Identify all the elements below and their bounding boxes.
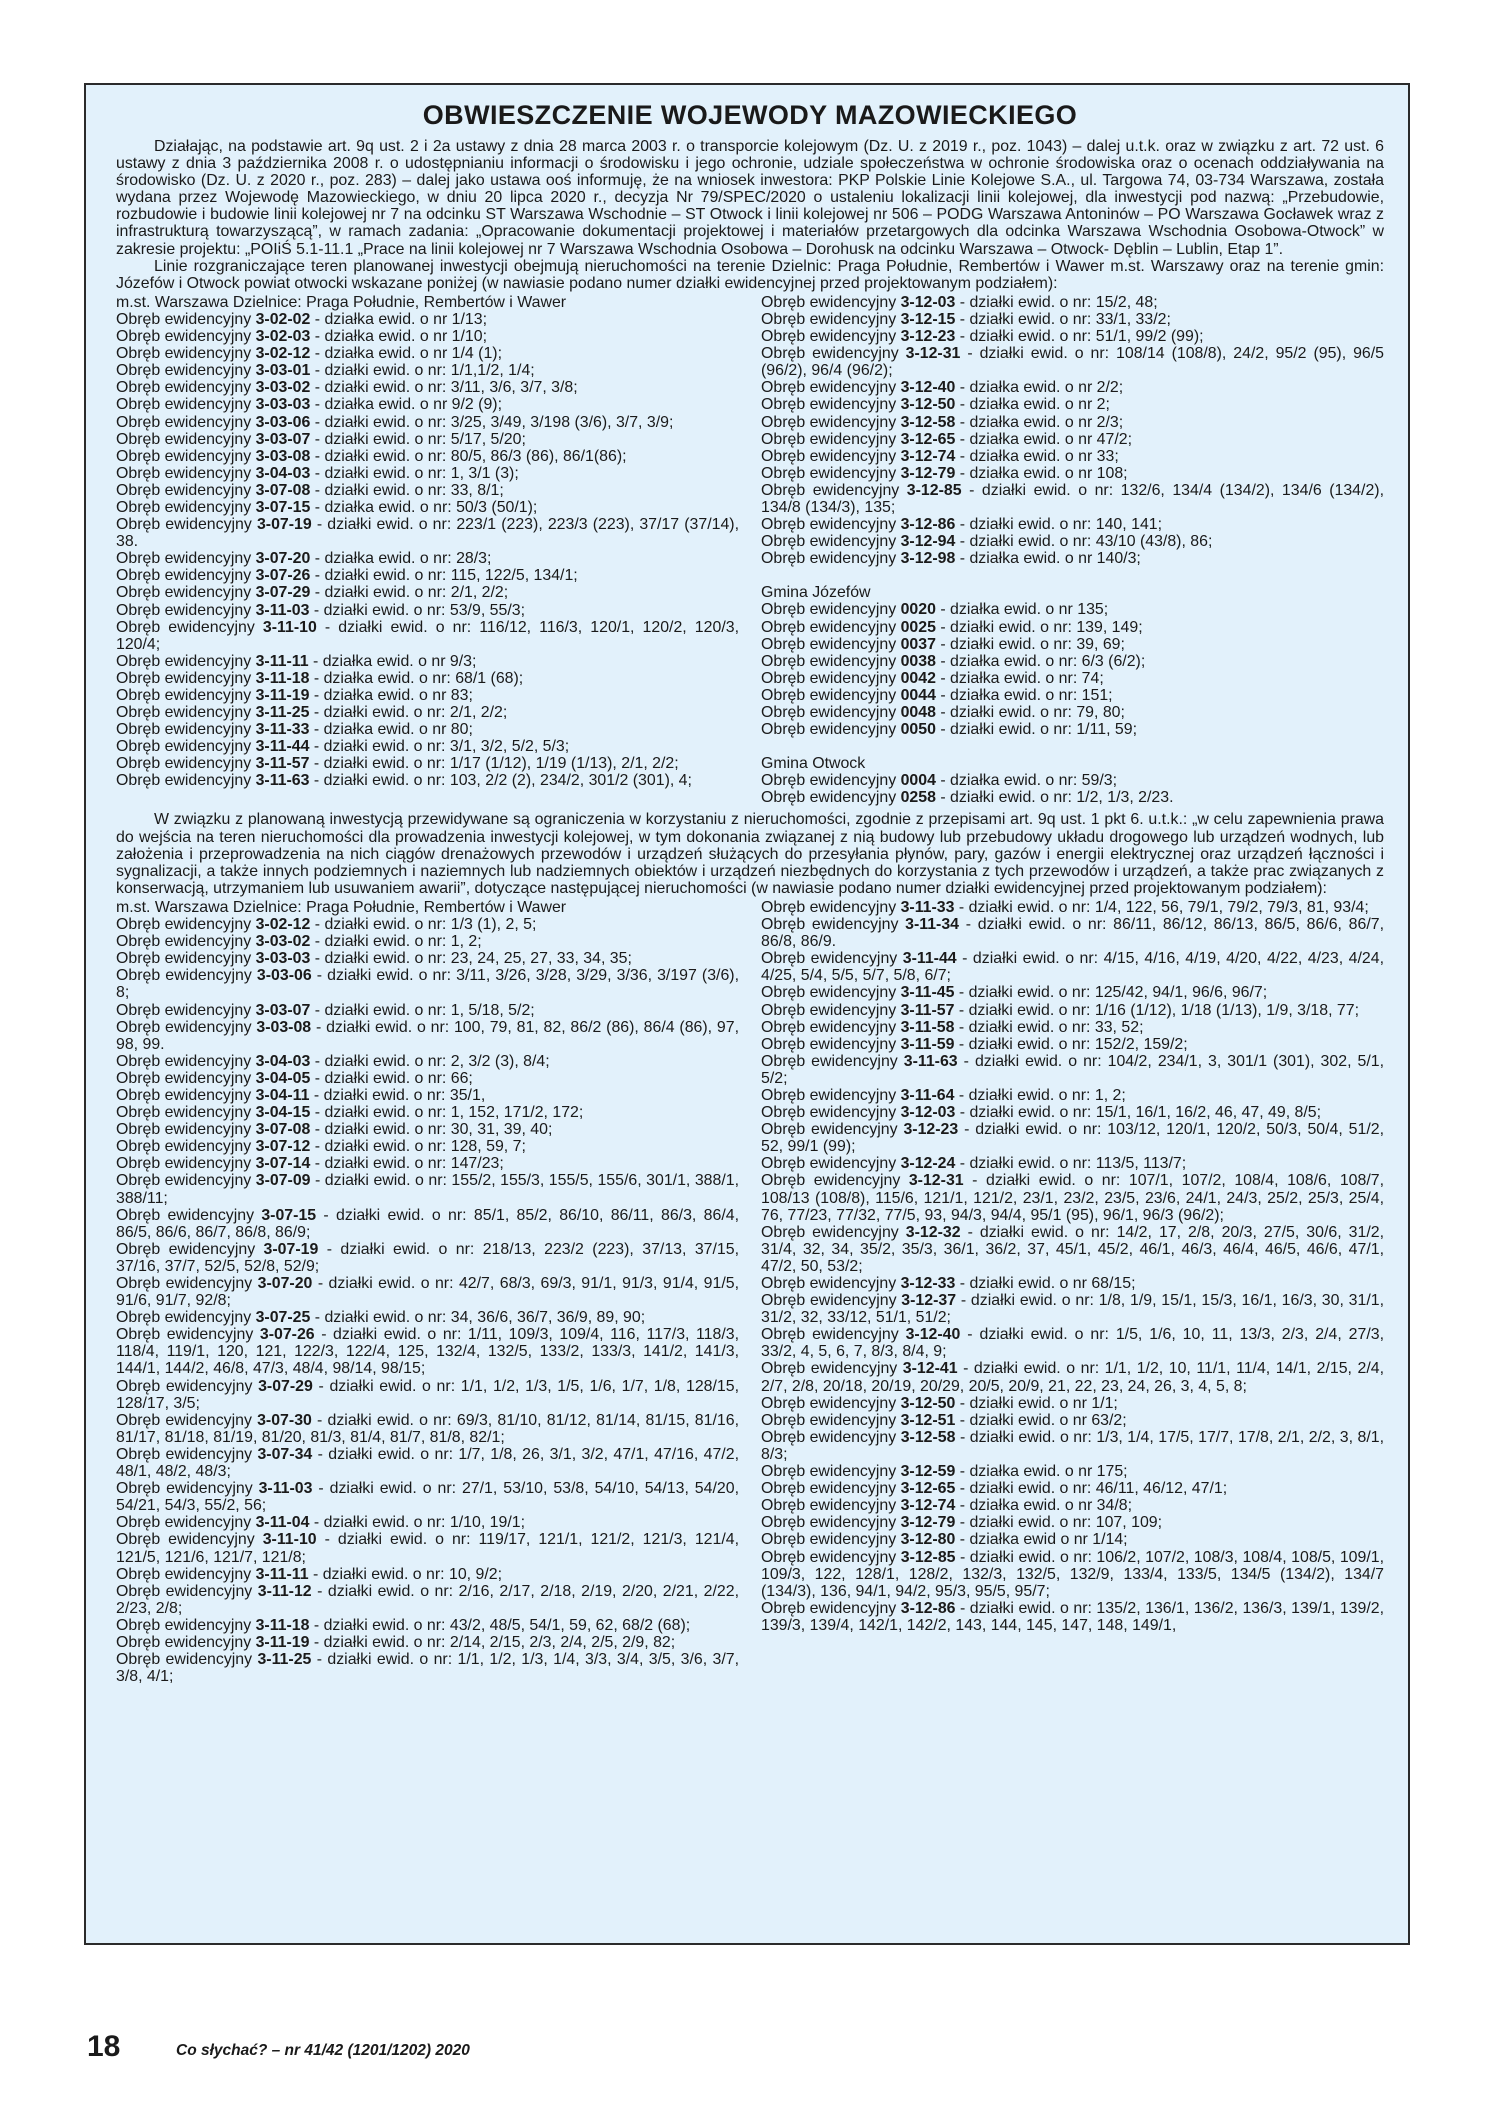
parcel-entry: Obręb ewidencyjny 3-11-11 - działka ewid. o nr 9/3; xyxy=(116,652,477,670)
precinct-number: 3-11-34 xyxy=(905,916,960,934)
parcel-entry: Obręb ewidencyjny 3-07-19 - działki ewid. o nr: 218/13, 223/2 (223), 37/13, 37/15, 37/16, 37/7, 52/5, 52/8, 52/9; xyxy=(116,1240,739,1275)
parcel-entry: Obręb ewidencyjny 3-07-08 - działki ewid. o nr: 33, 8/1; xyxy=(116,481,504,499)
precinct-number: 3-12-51 xyxy=(900,1411,956,1429)
parcel-entry: Obręb ewidencyjny 0025 - działki ewid. o nr: 139, 149; xyxy=(761,618,1143,636)
parcel-entry: Obręb ewidencyjny 3-07-26 - działki ewid. o nr: 1/11, 109/3, 109/4, 116, 117/3, 118/3, 118/4, 119/1, 120, 121, 122/3, 122/4, 125, 132/4, 132/5, 133/2, 133/3, 141/2, 141/3, 144/1, 144/2, 46/8, 47/3, 48/4, 98/14, 98/15; xyxy=(116,1326,740,1378)
parcel-list-section-2 xyxy=(116,899,1384,1685)
location-heading: m.st. Warszawa Dzielnice: Praga Południe, Rembertów i Wawer xyxy=(116,898,567,916)
parcel-entry: Obręb ewidencyjny 0048 - działki ewid. o nr: 79, 80; xyxy=(761,704,1125,721)
precinct-number: 3-12-24 xyxy=(900,1155,956,1173)
parcel-entry: Obręb ewidencyjny 3-11-59 - działki ewid. o nr: 152/2, 159/2; xyxy=(761,1035,1188,1053)
parcel-column-left xyxy=(116,294,739,807)
precinct-number: 3-07-26 xyxy=(259,1326,315,1344)
precinct-number: 3-12-50 xyxy=(900,1394,956,1412)
parcel-entry: Obręb ewidencyjny 3-04-05 - działki ewid. o nr: 66; xyxy=(116,1069,473,1087)
precinct-number: 0258 xyxy=(900,789,936,807)
precinct-number: 3-12-94 xyxy=(900,533,956,551)
location-heading: m.st. Warszawa Dzielnice: Praga Południe, Rembertów i Wawer xyxy=(116,293,567,311)
precinct-number: 3-11-25 xyxy=(255,704,310,722)
parcel-entry: Obręb ewidencyjny 0037 - działki ewid. o nr: 39, 69; xyxy=(761,635,1125,653)
parcel-entry: Obręb ewidencyjny 3-11-19 - działki ewid. o nr: 2/14, 2/15, 2/3, 2/4, 2/5, 2/9, 82; xyxy=(116,1633,676,1651)
publication-info: Co słychać? – nr 41/42 (1201/1202) 2020 xyxy=(176,2042,470,2059)
parcel-entry: Obręb ewidencyjny 3-04-03 - działki ewid. o nr: 1, 3/1 (3); xyxy=(116,464,519,482)
precinct-number: 3-12-58 xyxy=(900,1428,956,1446)
list-gap xyxy=(761,567,1384,584)
parcel-entry: Obręb ewidencyjny 3-11-25 - działki ewid. o nr: 1/1, 1/2, 1/3, 1/4, 3/3, 3/4, 3/5, 3/6, 3/7, 3/8, 4/1; xyxy=(116,1651,739,1686)
parcel-entry: Obręb ewidencyjny 3-11-44 - działki ewid. o nr: 4/15, 4/16, 4/19, 4/20, 4/22, 4/23, 4/24, 4/25, 5/4, 5/5, 5/7, 5/8, 6/7; xyxy=(761,950,1384,985)
parcel-entry: Obręb ewidencyjny 3-11-10 - działki ewid. o nr: 119/17, 121/1, 121/2, 121/3, 121/4, 121/5, 121/6, 121/7, 121/8; xyxy=(116,1531,740,1566)
precinct-number: 3-11-57 xyxy=(255,755,310,773)
parcel-entry: Obręb ewidencyjny 3-12-65 - działka ewid. o nr 47/2; xyxy=(761,430,1132,448)
precinct-number: 3-12-59 xyxy=(900,1463,956,1481)
parcel-entry: Obręb ewidencyjny 3-12-15 - działki ewid. o nr: 33/1, 33/2; xyxy=(761,310,1171,328)
precinct-number: 3-07-19 xyxy=(256,516,312,534)
precinct-number: 3-07-29 xyxy=(255,584,311,602)
parcel-entry: Obręb ewidencyjny 3-07-09 - działki ewid. o nr: 155/2, 155/3, 155/5, 155/6, 301/1, 388/1, 388/11; xyxy=(116,1172,740,1207)
parcel-entry: Obręb ewidencyjny 3-07-14 - działki ewid. o nr: 147/23; xyxy=(116,1155,504,1173)
precinct-number: 3-12-23 xyxy=(900,328,956,346)
parcel-entry: Obręb ewidencyjny 3-12-32 - działki ewid. o nr: 14/2, 17, 2/8, 20/3, 27/5, 30/6, 31/2, 31/4, 32, 34, 35/2, 35/3, 36/1, 36/2, 37, 45/1, 45/2, 46/1, 46/3, 46/4, 46/5, 46/6, 47/1, 47/2, 50, 53/2; xyxy=(761,1223,1384,1275)
parcel-entry: Obręb ewidencyjny 3-07-15 - działka ewid. o nr: 50/3 (50/1); xyxy=(116,498,538,516)
precinct-number: 3-03-02 xyxy=(255,379,311,397)
parcel-entry: Obręb ewidencyjny 3-11-64 - działki ewid. o nr: 1, 2; xyxy=(761,1086,1126,1104)
parcel-entry: Obręb ewidencyjny 3-12-31 - działki ewid. o nr: 107/1, 107/2, 108/4, 108/6, 108/7, 108/13 (108/8), 115/6, 121/1, 121/2, 23/1, 23/2, 23/5, 23/6, 24/1, 24/3, 25/2, 25/3, 25/4, 76, 77/23, 77/32, 77/5, 93, 94/3, 94/4, 95/1 (95), 96/1, 96/3 (96/2); xyxy=(761,1172,1384,1224)
precinct-number: 3-12-37 xyxy=(901,1292,957,1310)
precinct-number: 3-07-09 xyxy=(255,1172,311,1190)
parcel-entry: Obręb ewidencyjny 3-03-08 - działki ewid. o nr: 100, 79, 81, 82, 86/2 (86), 86/4 (86), 97, 98, 99. xyxy=(116,1018,739,1053)
parcel-column-left xyxy=(116,899,739,1685)
precinct-number: 3-03-07 xyxy=(255,1001,311,1019)
parcel-entry: Obręb ewidencyjny 3-07-29 - działki ewid. o nr: 2/1, 2/2; xyxy=(116,584,509,602)
parcel-entry: Obręb ewidencyjny 0050 - działki ewid. o nr: 1/11, 59; xyxy=(761,721,1138,739)
precinct-number: 3-02-02 xyxy=(255,310,311,328)
precinct-number: 3-11-63 xyxy=(255,772,310,790)
parcel-entry: Obręb ewidencyjny 0038 - działka ewid. o nr: 6/3 (6/2); xyxy=(761,652,1146,670)
parcel-entry: Obręb ewidencyjny 3-12-40 - działka ewid. o nr 2/2; xyxy=(761,379,1124,397)
precinct-number: 3-11-25 xyxy=(257,1651,312,1669)
parcel-entry: Obręb ewidencyjny 3-11-03 - działki ewid. o nr: 27/1, 53/10, 53/8, 54/10, 54/13, 54/20, 54/21, 54/3, 55/2, 56; xyxy=(116,1480,739,1515)
precinct-number: 3-11-33 xyxy=(255,721,310,739)
parcel-entry: Obręb ewidencyjny 3-02-12 - działki ewid. o nr: 1/3 (1), 2, 5; xyxy=(116,916,537,934)
notice-box xyxy=(84,83,1410,1945)
parcel-entry: Obręb ewidencyjny 3-03-07 - działki ewid. o nr: 5/17, 5/20; xyxy=(116,430,526,448)
parcel-entry: Obręb ewidencyjny 3-12-50 - działka ewid. o nr 2; xyxy=(761,396,1110,414)
parcel-entry: Obręb ewidencyjny 3-12-23 - działki ewid. o nr: 51/1, 99/2 (99); xyxy=(761,328,1204,346)
precinct-number: 3-04-11 xyxy=(255,1086,310,1104)
precinct-number: 3-12-41 xyxy=(902,1360,958,1378)
parcel-entry: Obręb ewidencyjny 3-11-33 - działki ewid. o nr: 1/4, 122, 56, 79/1, 79/2, 79/3, 81, 93/4; xyxy=(761,898,1369,916)
parcel-entry: Obręb ewidencyjny 3-03-01 - działki ewid. o nr: 1/1,1/2, 1/4; xyxy=(116,362,535,380)
parcel-entry: Obręb ewidencyjny 3-12-31 - działki ewid. o nr: 108/14 (108/8), 24/2, 95/2 (95), 96/5 (96/2), 96/4 (96/2); xyxy=(761,345,1384,380)
precinct-number: 3-12-80 xyxy=(900,1531,956,1549)
precinct-number: 3-12-85 xyxy=(906,481,962,499)
precinct-number: 3-04-05 xyxy=(255,1069,311,1087)
precinct-number: 3-11-44 xyxy=(255,738,310,756)
precinct-number: 3-12-50 xyxy=(900,396,956,414)
precinct-number: 0038 xyxy=(900,652,936,670)
parcel-entry: Obręb ewidencyjny 3-12-74 - działka ewid. o nr 34/8; xyxy=(761,1497,1132,1515)
parcel-entry: Obręb ewidencyjny 3-12-41 - działki ewid. o nr: 1/1, 1/2, 10, 11/1, 11/4, 14/1, 2/15, 2/4, 2/7, 2/8, 20/18, 20/19, 20/29, 20/5, 20/9, 21, 22, 23, 24, 26, 3, 4, 5, 8; xyxy=(761,1360,1385,1395)
parcel-entry: Obręb ewidencyjny 3-03-07 - działki ewid. o nr: 1, 5/18, 5/2; xyxy=(116,1001,535,1019)
parcel-entry: Obręb ewidencyjny 3-07-20 - działka ewid. o nr: 28/3; xyxy=(116,550,492,568)
parcel-entry: Obręb ewidencyjny 3-02-02 - działka ewid. o nr 1/13; xyxy=(116,310,487,328)
parcel-entry: Obręb ewidencyjny 3-07-29 - działki ewid. o nr: 1/1, 1/2, 1/3, 1/5, 1/6, 1/7, 1/8, 128/15, 128/17, 3/5; xyxy=(116,1377,739,1412)
parcel-entry: Obręb ewidencyjny 3-11-63 - działki ewid. o nr: 104/2, 234/1, 3, 301/1 (301), 302, 5/1, 5/2; xyxy=(761,1052,1384,1087)
precinct-number: 3-07-20 xyxy=(255,550,311,568)
precinct-number: 3-12-85 xyxy=(900,1548,956,1566)
parcel-entry: Obręb ewidencyjny 3-03-06 - działki ewid. o nr: 3/25, 3/49, 3/198 (3/6), 3/7, 3/9; xyxy=(116,413,674,431)
parcel-entry: Obręb ewidencyjny 3-07-15 - działki ewid. o nr: 85/1, 85/2, 86/10, 86/11, 86/3, 86/4, 86/5, 86/6, 86/7, 86/8, 86/9; xyxy=(116,1206,739,1241)
precinct-number: 3-12-86 xyxy=(900,516,956,534)
parcel-entry: Obręb ewidencyjny 3-12-80 - działka ewid o nr 1/14; xyxy=(761,1531,1128,1549)
precinct-number: 3-11-18 xyxy=(255,669,310,687)
parcel-entry: Obręb ewidencyjny 3-12-40 - działki ewid. o nr: 1/5, 1/6, 10, 11, 13/3, 2/3, 2/4, 27/3, 33/2, 4, 5, 6, 7, 8/3, 8/4, 9; xyxy=(761,1326,1384,1361)
parcel-entry: Obręb ewidencyjny 3-12-58 - działki ewid. o nr: 1/3, 1/4, 17/5, 17/7, 17/8, 2/1, 2/2, 3, 8/1, 8/3; xyxy=(761,1428,1384,1463)
parcel-entry: Obręb ewidencyjny 3-02-03 - działka ewid. o nr 1/10; xyxy=(116,328,487,346)
parcel-entry: Obręb ewidencyjny 3-12-03 - działki ewid. o nr: 15/1, 16/1, 16/2, 46, 47, 49, 8/5; xyxy=(761,1104,1322,1122)
parcel-entry: Obręb ewidencyjny 3-11-25 - działki ewid. o nr: 2/1, 2/2; xyxy=(116,704,508,722)
precinct-number: 3-12-40 xyxy=(905,1326,961,1344)
precinct-number: 3-11-45 xyxy=(900,984,955,1002)
precinct-number: 3-04-03 xyxy=(255,1052,311,1070)
precinct-number: 3-12-79 xyxy=(900,1514,956,1532)
precinct-number: 0044 xyxy=(900,686,936,704)
parcel-entry: Obręb ewidencyjny 3-12-98 - działka ewid. o nr 140/3; xyxy=(761,550,1141,568)
precinct-number: 3-03-02 xyxy=(255,933,311,951)
precinct-number: 3-07-26 xyxy=(255,567,311,585)
precinct-number: 3-12-98 xyxy=(900,550,956,568)
precinct-number: 3-11-03 xyxy=(258,1480,313,1498)
parcel-entry: Obręb ewidencyjny 3-12-94 - działki ewid. o nr: 43/10 (43/8), 86; xyxy=(761,533,1213,551)
precinct-number: 3-11-11 xyxy=(255,1565,309,1583)
precinct-number: 3-03-06 xyxy=(255,413,311,431)
precinct-number: 3-07-25 xyxy=(255,1309,311,1327)
precinct-number: 3-11-18 xyxy=(255,1616,310,1634)
parcel-entry: Obręb ewidencyjny 3-11-19 - działka ewid. o nr 83; xyxy=(116,687,473,704)
parcel-entry: Obręb ewidencyjny 3-02-12 - działka ewid. o nr 1/4 (1); xyxy=(116,345,502,363)
precinct-number: 3-03-01 xyxy=(255,362,311,380)
list-gap xyxy=(761,738,1384,755)
precinct-number: 3-03-06 xyxy=(256,967,312,985)
parcel-entry: Obręb ewidencyjny 3-12-03 - działki ewid. o nr: 15/2, 48; xyxy=(761,293,1158,311)
parcel-entry: Obręb ewidencyjny 3-07-12 - działki ewid. o nr: 128, 59, 7; xyxy=(116,1138,526,1156)
parcel-entry: Obręb ewidencyjny 3-03-02 - działki ewid. o nr: 1, 2; xyxy=(116,933,482,951)
parcel-entry: Obręb ewidencyjny 3-07-08 - działki ewid. o nr: 30, 31, 39, 40; xyxy=(116,1121,553,1139)
precinct-number: 3-11-12 xyxy=(257,1582,312,1600)
parcel-entry: Obręb ewidencyjny 3-11-58 - działki ewid. o nr: 33, 52; xyxy=(761,1018,1144,1036)
parcel-entry: Obręb ewidencyjny 3-12-33 - działki ewid. o nr 68/15; xyxy=(761,1275,1136,1292)
parcel-entry: Obręb ewidencyjny 3-12-37 - działki ewid. o nr: 1/8, 1/9, 15/1, 15/3, 16/1, 16/3, 30, 31/1, 31/2, 32, 33/12, 51/1, 51/2; xyxy=(761,1292,1384,1327)
precinct-number: 3-12-86 xyxy=(900,1599,956,1617)
parcel-entry: Obręb ewidencyjny 3-04-15 - działki ewid. o nr: 1, 152, 171/2, 172; xyxy=(116,1104,584,1122)
parcel-entry: Obręb ewidencyjny 3-12-50 - działki ewid. o nr 1/1; xyxy=(761,1394,1118,1412)
parcel-entry: Obręb ewidencyjny 3-12-58 - działka ewid. o nr 2/3; xyxy=(761,413,1124,431)
precinct-number: 3-03-07 xyxy=(255,430,311,448)
parcel-entry: Obręb ewidencyjny 3-07-26 - działki ewid. o nr: 115, 122/5, 134/1; xyxy=(116,567,578,585)
precinct-number: 3-11-64 xyxy=(900,1086,955,1104)
intro-paragraph-2: Linie rozgraniczające teren planowanej inwestycji obejmują nieruchomości na terenie Dzielnic: Praga Południe, Rembertów i Wawer m.st. Warszawy oraz na terenie gmin: Józefów i Otwock powiat otwocki wskazane poniżej (w nawiasie podano numer działki ewidencyjnej przed projektowanym podziałem): xyxy=(116,257,1384,292)
parcel-entry: Obręb ewidencyjny 3-11-04 - działki ewid. o nr: 1/10, 19/1; xyxy=(116,1514,525,1532)
precinct-number: 3-12-33 xyxy=(900,1275,956,1292)
precinct-number: 3-07-34 xyxy=(257,1445,313,1463)
parcel-entry: Obręb ewidencyjny 3-12-23 - działki ewid. o nr: 103/12, 120/1, 120/2, 50/3, 50/4, 51/2, 52, 99/1 (99); xyxy=(761,1121,1384,1156)
parcel-entry: Obręb ewidencyjny 3-03-03 - działki ewid. o nr: 23, 24, 25, 27, 33, 34, 35; xyxy=(116,950,632,968)
notice-title: OBWIESZCZENIE WOJEWODY MAZOWIECKIEGO xyxy=(422,100,1078,130)
parcel-entry: Obręb ewidencyjny 3-11-45 - działki ewid. o nr: 125/42, 94/1, 96/6, 96/7; xyxy=(761,984,1268,1002)
parcel-entry: Obręb ewidencyjny 3-11-57 - działki ewid. o nr: 1/17 (1/12), 1/19 (1/13), 2/1, 2/2; xyxy=(116,755,679,773)
precinct-number: 3-07-12 xyxy=(255,1138,311,1156)
parcel-entry: Obręb ewidencyjny 3-12-74 - działka ewid. o nr 33; xyxy=(761,447,1119,465)
parcel-entry: Obręb ewidencyjny 3-12-85 - działki ewid. o nr: 132/6, 134/4 (134/2), 134/6 (134/2), 134/8 (134/3), 135; xyxy=(761,481,1384,516)
precinct-number: 3-02-03 xyxy=(255,328,311,346)
parcel-entry: Obręb ewidencyjny 3-07-20 - działki ewid. o nr: 42/7, 68/3, 69/3, 91/1, 91/3, 91/4, 91/5, 91/6, 91/7, 92/8; xyxy=(116,1275,739,1310)
precinct-number: 3-11-58 xyxy=(900,1018,955,1036)
precinct-number: 3-07-30 xyxy=(257,1411,312,1429)
precinct-number: 3-12-65 xyxy=(900,430,956,448)
precinct-number: 3-07-15 xyxy=(255,498,311,516)
precinct-number: 3-11-44 xyxy=(902,950,957,968)
precinct-number: 3-12-03 xyxy=(900,293,956,311)
precinct-number: 3-03-03 xyxy=(255,950,311,968)
precinct-number: 3-03-03 xyxy=(255,396,311,414)
parcel-entry: Obręb ewidencyjny 3-07-30 - działki ewid. o nr: 69/3, 81/10, 81/12, 81/14, 81/15, 81/16, 81/17, 81/18, 81/19, 81/20, 81/3, 81/4, 81/7, 81/8, 82/1; xyxy=(116,1411,739,1446)
precinct-number: 3-11-03 xyxy=(255,601,310,619)
precinct-number: 0042 xyxy=(900,669,936,687)
precinct-number: 0048 xyxy=(900,704,936,721)
precinct-number: 3-12-15 xyxy=(900,310,956,328)
parcel-entry: Obręb ewidencyjny 3-04-03 - działki ewid. o nr: 2, 3/2 (3), 8/4; xyxy=(116,1052,550,1070)
parcel-entry: Obręb ewidencyjny 3-11-44 - działki ewid. o nr: 3/1, 3/2, 5/2, 5/3; xyxy=(116,738,570,756)
parcel-column-right xyxy=(761,294,1384,807)
parcel-entry: Obręb ewidencyjny 3-07-19 - działki ewid. o nr: 223/1 (223), 223/3 (223), 37/17 (37/14), 38. xyxy=(116,516,739,551)
parcel-entry: Obręb ewidencyjny 0044 - działka ewid. o nr: 151; xyxy=(761,686,1113,704)
precinct-number: 3-07-19 xyxy=(263,1240,319,1258)
restrictions-paragraph: W związku z planowaną inwestycją przewidywane są ograniczenia w korzystaniu z nieruchomości, zgodnie z przepisami art. 9q ust. 1 pkt 6. u.t.k.: „w celu zapewnienia prawa do wejścia na teren nieruchomości dla prowadzenia inwestycji kolejowej, w tym dokonania związanej z nią budowy lub przebudowy układu drogowego lub urządzeń wodnych, lub założenia i przeprowadzenia na nich ciągów drenażowych przewodów i urządzeń służących do przesyłania płynów, pary, gazów i energii elektrycznej oraz urządzeń łączności i sygnalizacji, a także innych podziemnych i naziemnych lub nadziemnych obiektów i urządzeń niezbędnych do korzystania z tych przewodów i urządzeń, a także prac związanych z konserwacją, utrzymaniem lub usuwaniem awarii”, dotyczące następującej nieruchomości (w nawiasie podano numer działki ewidencyjnej przed projektowanym podziałem): xyxy=(116,811,1384,897)
precinct-number: 3-07-14 xyxy=(255,1155,311,1173)
precinct-number: 3-03-08 xyxy=(256,1018,312,1036)
parcel-entry: Obręb ewidencyjny 3-11-11 - działki ewid. o nr: 10, 9/2; xyxy=(116,1565,503,1583)
location-heading: Gmina Józefów xyxy=(761,584,871,602)
precinct-number: 3-11-10 xyxy=(262,618,317,636)
parcel-entry: Obręb ewidencyjny 3-12-79 - działka ewid. o nr 108; xyxy=(761,464,1128,482)
parcel-column-right xyxy=(761,899,1384,1685)
precinct-number: 3-07-08 xyxy=(255,1121,311,1139)
precinct-number: 3-12-31 xyxy=(908,1172,964,1190)
precinct-number: 3-12-58 xyxy=(900,413,956,431)
parcel-entry: Obręb ewidencyjny 3-12-65 - działki ewid. o nr: 46/11, 46/12, 47/1; xyxy=(761,1480,1228,1498)
precinct-number: 3-02-12 xyxy=(255,345,311,363)
precinct-number: 3-04-15 xyxy=(255,1104,311,1122)
parcel-entry: Obręb ewidencyjny 3-12-86 - działki ewid. o nr: 140, 141; xyxy=(761,516,1163,534)
parcel-entry: Obręb ewidencyjny 3-11-57 - działki ewid. o nr: 1/16 (1/12), 1/18 (1/13), 1/9, 3/18, 77; xyxy=(761,1001,1360,1019)
precinct-number: 3-11-59 xyxy=(900,1035,955,1053)
parcel-entry: Obręb ewidencyjny 3-12-79 - działki ewid. o nr: 107, 109; xyxy=(761,1514,1163,1532)
precinct-number: 3-12-74 xyxy=(900,1497,956,1515)
parcel-entry: Obręb ewidencyjny 3-12-86 - działki ewid. o nr: 135/2, 136/1, 136/2, 136/3, 139/1, 139/2, 139/3, 139/4, 142/1, 142/2, 143, 144, 145, 147, 148, 149/1, xyxy=(761,1599,1385,1634)
parcel-entry: Obręb ewidencyjny 3-11-18 - działki ewid. o nr: 43/2, 48/5, 54/1, 59, 62, 68/2 (68); xyxy=(116,1616,691,1634)
precinct-number: 3-12-03 xyxy=(900,1104,956,1122)
precinct-number: 3-11-10 xyxy=(262,1531,317,1549)
parcel-entry: Obręb ewidencyjny 3-11-33 - działka ewid. o nr 80; xyxy=(116,721,473,739)
precinct-number: 3-07-08 xyxy=(255,481,311,499)
parcel-entry: Obręb ewidencyjny 3-11-03 - działki ewid. o nr: 53/9, 55/3; xyxy=(116,601,525,619)
precinct-number: 0025 xyxy=(900,618,936,636)
precinct-number: 3-12-31 xyxy=(905,345,961,363)
parcel-entry: Obręb ewidencyjny 3-11-10 - działki ewid. o nr: 116/12, 116/3, 120/1, 120/2, 120/3, 120/4; xyxy=(116,618,739,653)
precinct-number: 3-11-33 xyxy=(900,898,955,916)
precinct-number: 3-04-03 xyxy=(255,464,311,482)
parcel-entry: Obręb ewidencyjny 3-11-18 - działka ewid. o nr: 68/1 (68); xyxy=(116,669,524,687)
parcel-entry: Obręb ewidencyjny 3-11-63 - działki ewid. o nr: 103, 2/2 (2), 234/2, 301/2 (301), 4; xyxy=(116,772,692,790)
precinct-number: 3-12-79 xyxy=(900,464,956,482)
page-number: 18 xyxy=(87,2030,121,2063)
precinct-number: 3-11-11 xyxy=(255,652,309,670)
parcel-entry: Obręb ewidencyjny 3-12-24 - działki ewid. o nr: 113/5, 113/7; xyxy=(761,1155,1187,1173)
parcel-entry: Obręb ewidencyjny 0020 - działka ewid. o nr 135; xyxy=(761,601,1109,619)
intro-paragraph-1: Działając, na podstawie art. 9q ust. 2 i 2a ustawy z dnia 28 marca 2003 r. o transporcie kolejowym (Dz. U. z 2019 r., poz. 1043) – dalej u.t.k. oraz w związku z art. 72 ust. 6 ustawy z dnia 3 października 2008 r. o udostępnianiu informacji o środowisku i jego ochronie, udziale społeczeństwa w ochronie środowiska oraz o ocenach oddziaływania na środowisko (Dz. U. z 2020 r., poz. 283) – dalej jako ustawa ooś informuję, że na wniosek inwestora: PKP Polskie Linie Kolejowe S.A., ul. Targowa 74, 03-734 Warszawa, została wydana przez Wojewodę Mazowieckiego, w dniu 20 lipca 2020 r., decyzja Nr 79/SPEC/2020 o ustaleniu lokalizacji linii kolejowej, dla inwestycji pod nazwą: „Przebudowie, rozbudowie i budowie linii kolejowej nr 7 na odcinku ST Warszawa Wschodnie – ST Otwock i linii kolejowej nr 506 – PODG Warszawa Antoninów – PO Warszawa Gocławek wraz z infrastrukturą towarzyszącą”, w ramach zadania: „Opracowanie dokumentacji projektowej i materiałów przetargowych dla odcinka Warszawa Wschodnia Osobowa-Otwock” w zakresie projektu: „POIiŚ 5.1-11.1 „Prace na linii kolejowej nr 7 Warszawa Wschodnia Osobowa – Dorohusk na odcinku Warszawa – Otwock- Dęblin – Lublin, Etap 1”. xyxy=(116,138,1384,258)
parcel-entry: Obręb ewidencyjny 3-07-25 - działki ewid. o nr: 34, 36/6, 36/7, 36/9, 89, 90; xyxy=(116,1309,646,1327)
precinct-number: 3-12-65 xyxy=(900,1480,956,1498)
parcel-entry: Obręb ewidencyjny 0042 - działka ewid. o nr: 74; xyxy=(761,669,1104,687)
precinct-number: 3-02-12 xyxy=(255,916,311,934)
precinct-number: 3-12-40 xyxy=(900,379,956,397)
parcel-entry: Obręb ewidencyjny 3-03-02 - działki ewid. o nr: 3/11, 3/6, 3/7, 3/8; xyxy=(116,379,578,397)
precinct-number: 0004 xyxy=(900,772,936,790)
precinct-number: 3-12-23 xyxy=(903,1121,959,1139)
precinct-number: 3-11-57 xyxy=(900,1001,955,1019)
parcel-entry: Obręb ewidencyjny 3-12-51 - działki ewid. o nr 63/2; xyxy=(761,1411,1127,1429)
precinct-number: 3-11-04 xyxy=(255,1514,310,1532)
parcel-entry: Obręb ewidencyjny 0004 - działka ewid. o nr: 59/3; xyxy=(761,772,1117,790)
precinct-number: 3-07-20 xyxy=(257,1275,313,1292)
parcel-entry: Obręb ewidencyjny 0258 - działki ewid. o nr: 1/2, 1/3, 2/23. xyxy=(761,789,1174,807)
precinct-number: 0020 xyxy=(900,601,936,619)
precinct-number: 3-07-15 xyxy=(261,1206,317,1224)
parcel-entry: Obręb ewidencyjny 3-04-11 - działki ewid. o nr: 35/1, xyxy=(116,1086,486,1104)
parcel-entry: Obręb ewidencyjny 3-03-08 - działki ewid. o nr: 80/5, 86/3 (86), 86/1(86); xyxy=(116,447,627,465)
parcel-entry: Obręb ewidencyjny 3-12-85 - działki ewid. o nr: 106/2, 107/2, 108/3, 108/4, 108/5, 109/1, 109/3, 122, 128/1, 128/2, 132/3, 132/5, 132/9, 133/4, 133/5, 134/5 (134/2), 134/7 (134/3), 136, 94/1, 94/2, 95/3, 95/5, 95/7; xyxy=(761,1548,1385,1600)
precinct-number: 3-11-19 xyxy=(255,687,310,704)
precinct-number: 3-11-19 xyxy=(255,1633,310,1651)
parcel-entry: Obręb ewidencyjny 3-12-59 - działka ewid. o nr 175; xyxy=(761,1463,1128,1481)
parcel-entry: Obręb ewidencyjny 3-03-03 - działka ewid. o nr 9/2 (9); xyxy=(116,396,502,414)
precinct-number: 3-12-32 xyxy=(905,1223,961,1241)
parcel-entry: Obręb ewidencyjny 3-11-34 - działki ewid. o nr: 86/11, 86/12, 86/13, 86/5, 86/6, 86/7, 86/8, 86/9. xyxy=(761,916,1384,951)
parcel-entry: Obręb ewidencyjny 3-03-06 - działki ewid. o nr: 3/11, 3/26, 3/28, 3/29, 3/36, 3/197 (3/6), 8; xyxy=(116,967,740,1002)
precinct-number: 3-07-29 xyxy=(258,1377,313,1395)
precinct-number: 3-12-74 xyxy=(900,447,956,465)
parcel-entry: Obręb ewidencyjny 3-11-12 - działki ewid. o nr: 2/16, 2/17, 2/18, 2/19, 2/20, 2/21, 2/22, 2/23, 2/8; xyxy=(116,1582,739,1617)
precinct-number: 3-11-63 xyxy=(903,1052,958,1070)
precinct-number: 3-03-08 xyxy=(255,447,311,465)
precinct-number: 0050 xyxy=(900,721,936,739)
parcel-entry: Obręb ewidencyjny 3-07-34 - działki ewid. o nr: 1/7, 1/8, 26, 3/1, 3/2, 47/1, 47/16, 47/2, 48/1, 48/2, 48/3; xyxy=(116,1445,739,1481)
precinct-number: 0037 xyxy=(900,635,936,653)
parcel-list-section-1 xyxy=(116,294,1384,807)
location-heading: Gmina Otwock xyxy=(761,755,866,773)
